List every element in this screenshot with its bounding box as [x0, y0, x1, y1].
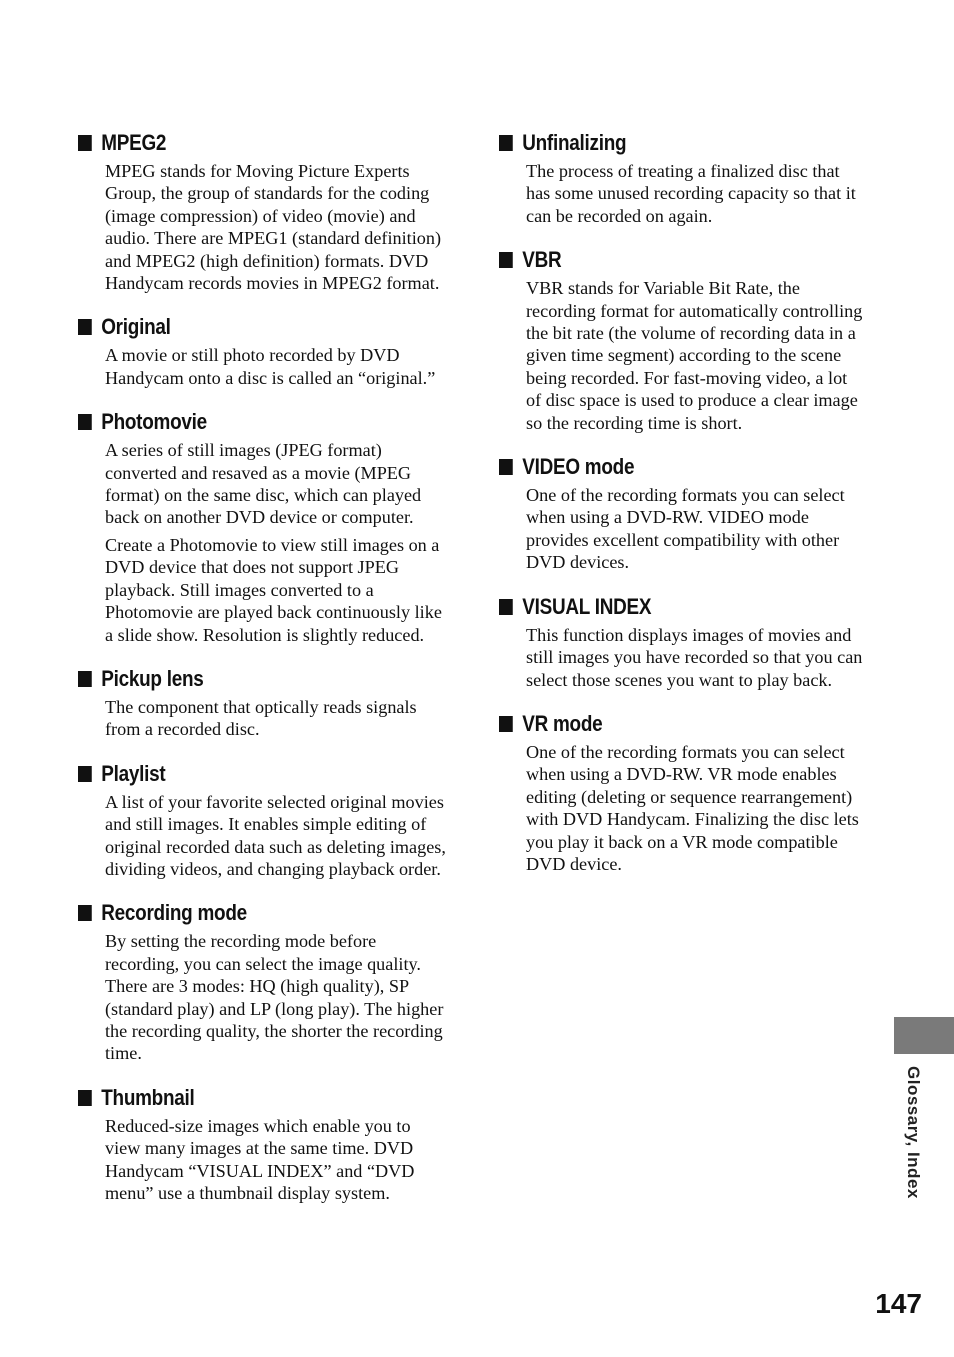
- entry-term: [78, 312, 394, 342]
- entry-term: [78, 128, 394, 158]
- term-label: VR mode: [522, 710, 603, 736]
- glossary-entry-thumbnail: [78, 1083, 446, 1205]
- glossary-entry-vbr: [499, 245, 865, 434]
- entry-definition: [526, 160, 865, 227]
- entry-term: [499, 452, 814, 482]
- definition-paragraph: By setting the recording mode before recording, you can select the image quality. There are 3 modes: HQ (high quality), SP (standard play) and LP (long play). The higher the recording quality, the shorter the recording time.: [105, 931, 444, 1064]
- definition-paragraph: Reduced-size images which enable you to view many images at the same time. DVD Handycam “VISUAL INDEX” and “DVD menu” use a thumbnail display system.: [105, 1115, 415, 1203]
- entry-definition: [105, 344, 446, 389]
- definition-paragraph: A series of still images (JPEG format) converted and resaved as a movie (MPEG format) on the same disc, which can played back on another DVD device or computer.: [105, 440, 422, 528]
- definition-paragraph: The component that optically reads signals from a recorded disc.: [105, 696, 417, 740]
- black-square-icon: [499, 252, 513, 268]
- definition-paragraph: The process of treating a finalized disc that has some unused recording capacity so that it can be recorded on again.: [526, 161, 856, 226]
- glossary-entry-photomovie: [78, 407, 446, 646]
- page-number: 147: [875, 1288, 922, 1319]
- definition-paragraph: One of the recording formats you can select when using a DVD-RW. VIDEO mode provides excellent compatibility with other DVD devices.: [526, 485, 845, 573]
- term-label: VIDEO mode: [522, 454, 635, 480]
- definition-paragraph: MPEG stands for Moving Picture Experts Group, the group of standards for the coding (image compression) of video (movie) and audio. There are MPEG1 (standard definition) and MPEG2 (high definition) formats. DVD Handycam records movies in MPEG2 format.: [105, 161, 442, 294]
- definition-paragraph: A list of your favorite selected original movies and still images. It enables simple editing of original recorded data such as deleting images, dividing videos, and changing playback order.: [105, 791, 446, 879]
- section-tab-marker: [894, 1017, 954, 1054]
- term-label: MPEG2: [101, 130, 167, 155]
- black-square-icon: [78, 1090, 92, 1106]
- glossary-entry-pickup-lens: [78, 664, 446, 741]
- entry-definition: [105, 791, 446, 881]
- definition-paragraph: A movie or still photo recorded by DVD Handycam onto a disc is called an “original.”: [105, 345, 436, 388]
- black-square-icon: [78, 414, 92, 430]
- term-label: Recording mode: [101, 900, 247, 926]
- term-label: VBR: [522, 247, 562, 273]
- term-label: Original: [101, 314, 171, 340]
- black-square-icon: [78, 135, 92, 151]
- black-square-icon: [78, 319, 92, 335]
- term-label: Unfinalizing: [522, 130, 627, 155]
- entry-definition: [526, 741, 865, 875]
- glossary-entry-video-mode: [499, 452, 865, 574]
- term-label: Thumbnail: [101, 1084, 195, 1110]
- term-label: VISUAL INDEX: [522, 593, 652, 619]
- definition-paragraph: Create a Photomovie to view still images on a DVD device that does not support JPEG playback. Still images converted to a Photomovie are played back continuously like a slide show. Resolution is slightly reduced.: [105, 534, 442, 645]
- glossary-entry-mpeg2: [78, 128, 446, 294]
- black-square-icon: [499, 716, 513, 732]
- entry-definition: [526, 624, 865, 691]
- entry-term: [499, 592, 814, 622]
- right-column: [499, 128, 865, 893]
- glossary-entry-unfinalizing: [499, 128, 865, 227]
- black-square-icon: [78, 671, 92, 687]
- entry-definition: [105, 930, 446, 1064]
- entry-term: [78, 759, 394, 789]
- glossary-entry-original: [78, 312, 446, 389]
- definition-paragraph: VBR stands for Variable Bit Rate, the recording format for automatically controlling the bit rate (the volume of recording data in a given time segment) according to the scene being recorded. For fast-moving video, a lot of disc space is used to produce a clear image so the recording time is short.: [526, 278, 863, 433]
- entry-term: [78, 407, 394, 437]
- black-square-icon: [78, 905, 92, 921]
- term-label: Pickup lens: [101, 665, 204, 691]
- entry-definition: [526, 484, 865, 574]
- term-label: Playlist: [101, 760, 166, 786]
- left-column: [78, 128, 446, 1222]
- entry-definition: [105, 439, 446, 646]
- entry-term: [499, 128, 814, 158]
- entry-definition: [105, 160, 446, 294]
- entry-definition: [105, 696, 446, 741]
- entry-definition: [526, 277, 865, 434]
- black-square-icon: [78, 766, 92, 782]
- glossary-entry-recording-mode: [78, 898, 446, 1064]
- entry-definition: [105, 1115, 446, 1205]
- definition-paragraph: One of the recording formats you can select when using a DVD-RW. VR mode enables editing (deleting or sequence rearrangement) with DVD Handycam. Finalizing the disc lets you play it back on a VR mode compatible DVD device.: [526, 741, 859, 874]
- entry-term: [499, 245, 814, 275]
- black-square-icon: [499, 459, 513, 475]
- entry-term: [78, 1083, 394, 1113]
- black-square-icon: [499, 135, 513, 151]
- entry-term: [78, 664, 394, 694]
- black-square-icon: [499, 599, 513, 615]
- glossary-entry-vr-mode: [499, 709, 865, 875]
- glossary-entry-visual-index: [499, 592, 865, 691]
- glossary-entry-playlist: [78, 759, 446, 881]
- section-tab-label: Glossary, Index: [904, 1066, 923, 1199]
- entry-term: [78, 898, 394, 928]
- entry-term: [499, 709, 814, 739]
- definition-paragraph: This function displays images of movies and still images you have recorded so that you can select those scenes you want to play back.: [526, 624, 863, 690]
- term-label: Photomovie: [101, 409, 207, 435]
